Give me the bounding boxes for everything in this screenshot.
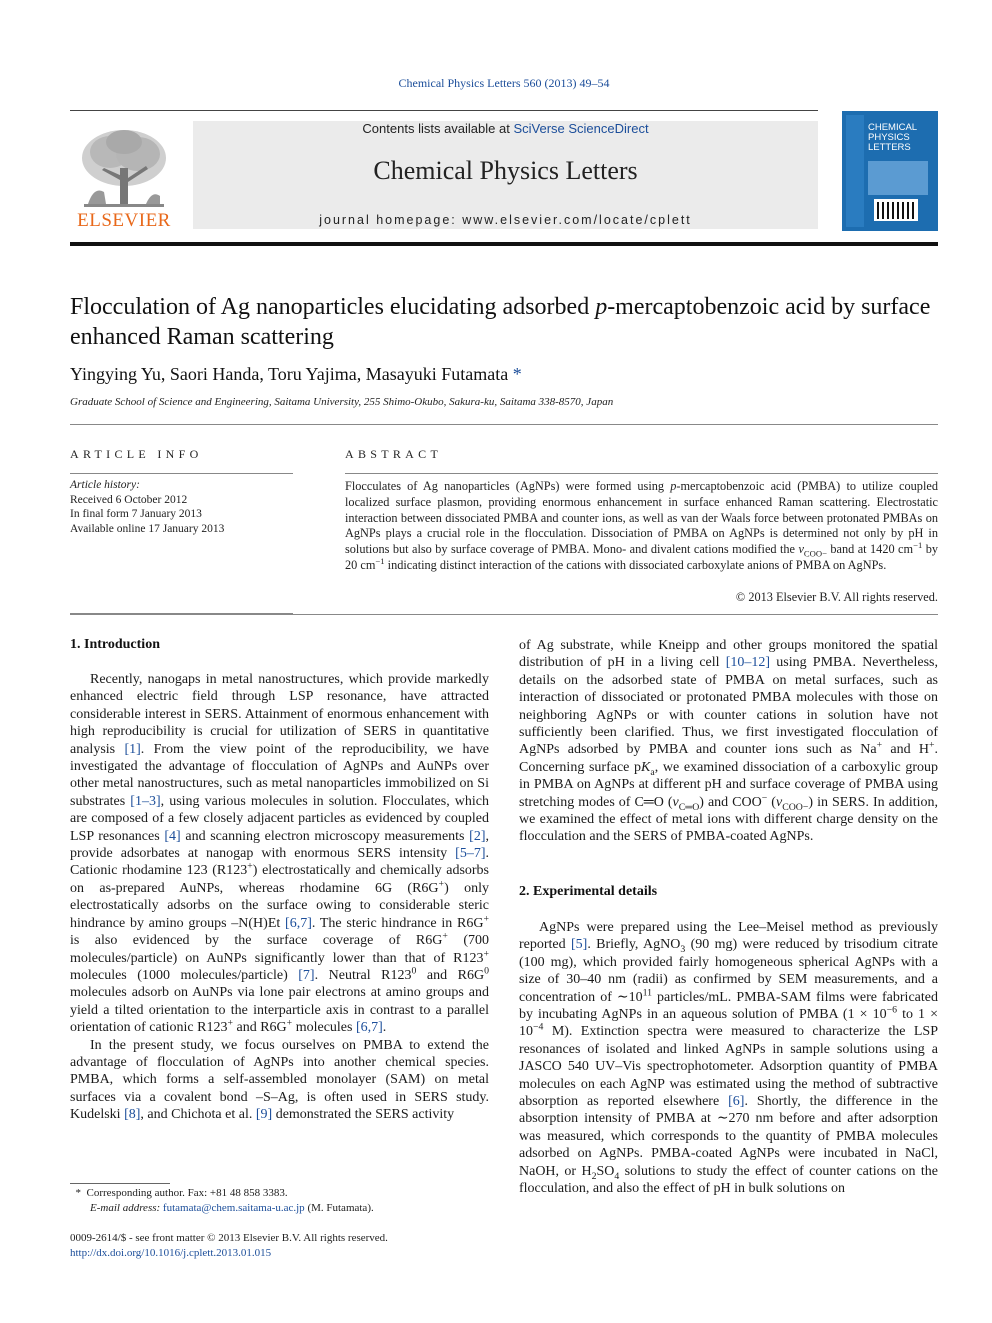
citation-link[interactable]: [9] [255, 1107, 273, 1123]
homepage-line [193, 213, 818, 227]
sciencedirect-link[interactable]: SciVerse ScienceDirect [513, 121, 649, 136]
cover-title-line: PHYSICS [868, 132, 910, 143]
abstract-heading: ABSTRACT [345, 447, 443, 461]
contents-prefix: Contents lists available at [362, 121, 514, 136]
body-column-left [70, 671, 489, 1124]
citation-link[interactable]: [8] [124, 1107, 141, 1123]
title-text: -mercaptobenzoic acid by surface enhanced Raman scattering [70, 294, 931, 350]
bottom-info [70, 1231, 388, 1260]
article-info-heading: ARTICLE INFO [70, 447, 203, 461]
homepage-prefix: journal homepage: [319, 213, 463, 227]
title-italic: p [595, 294, 608, 320]
journal-reference[interactable]: Chemical Physics Letters 560 (2013) 49–54 [398, 76, 610, 90]
citation-link[interactable]: [10–12] [725, 655, 771, 671]
body-column-right [519, 637, 938, 846]
cover-strip [846, 115, 864, 227]
citation-link[interactable]: [6,7] [355, 1020, 383, 1036]
paragraph: Recently, nanogaps in metal nanostructures, which provide markedly enhanced electric field through LSP resonance, have attracted considerable interest in SERS. Attainment of enormous enhancement with high reproducibility is crucial for utilization of SERS in quantitative analysis [1]. From the view point of the reproducibility, we have investigated the advantage of flocculation of AgNPs and AuNPs over other metal nanostructures, such as metal nanoparticles immobilized on Si substrates [1–3], using various molecules in solution. Flocculates, which are composed of a few closely adjacent particles as evidenced by coupled LSP resonances [4] and scanning electron microscopy measurements [2], provide adsorbates at nanogap with enormous SERS intensity [5–7]. Cationic rhodamine 123 (R123+) electrostatically and chemically adsorbs on as-prepared AuNPs, whereas rhodamine 6G (R6G+) only electrostatically adsorbs on the surface owing to considerable steric hindrance by amino groups –N(H)Et [6,7]. The steric hindrance in R6G+ is also evidenced by the surface coverage of R6G+ (700 molecules/particle) on AuNPs significantly lower than that of R123+ molecules (1000 molecules/particle) [7]. Neutral $R123^0$ and $R6G^0$ molecules adsorb on AuNPs via lone pair electrons at amino groups and yield a tilted orientation to the interparticle axis in contrast to a parallel orientation of cationic R123+ and R6G+ molecules [6,7]. [70, 672, 490, 1036]
paragraph: In the present study, we focus ourselves on PMBA to extend the advantage of flocculation of AgNPs into another chemical species. PMBA, which forms a self-assembled monolayer (SAM) on metal surfaces via a covalent bond –S–Ag, is often used in SERS study. Kudelski [8], and Chichota et al. [9] demonstrated the SERS activity [70, 1037, 489, 1123]
copyright: © 2013 Elsevier B.V. All rights reserved. [735, 590, 938, 604]
citation-link[interactable]: [7] [298, 967, 315, 983]
citation-link[interactable]: [1] [124, 741, 141, 757]
journal-cover[interactable] [842, 111, 938, 231]
online-date: Available online 17 January 2013 [70, 522, 225, 535]
header-thick-rule [70, 242, 938, 246]
author-list: Yingying Yu, Saori Handa, Toru Yajima, Masayuki Futamata [70, 364, 509, 384]
footnote [70, 1186, 374, 1216]
article-history [70, 478, 224, 536]
elsevier-logo [70, 120, 178, 232]
divider [70, 473, 293, 474]
corresponding-note: * Corresponding author. Fax: +81 48 858 3383. [75, 1187, 288, 1199]
experimental-body [519, 919, 938, 1198]
abstract-text: Flocculates of Ag nanoparticles (AgNPs) were formed using p-mercaptobenzoic acid (PMBA) to utilize coupled localized surface plasmon, providing enormous enhancement in surface enhanced Raman scattering. Electrostatic interaction between dissociated PMBA and counter ions, as well as van der Waals force between protonated PMBAs on AgNPs plays a crucial role in the flocculation. Dissociation of PMBA on AgNPs is determined not only by pH in solutions but also by surface coverage of PMBA. Mono- and divalent cations modified the $\nu_{COO-}$ band at 1420 $cm^{-1}$ by 20 $cm^{-1}$ indicating distinct interaction of the cations with dissociated carboxylate anions of PMBA on AgNPs. [345, 479, 938, 572]
history-label: Article history: [70, 479, 140, 491]
issn-line: 0009-2614/$ - see front matter © 2013 Elsevier B.V. All rights reserved. [70, 1232, 388, 1244]
journal-name: Chemical Physics Letters [373, 156, 638, 185]
title-text: Flocculation of Ag nanoparticles elucidating adsorbed [70, 294, 596, 320]
cover-title-line: CHEMICAL [868, 122, 918, 133]
footnote-rule [70, 1183, 170, 1184]
divider [70, 614, 938, 615]
citation-link[interactable]: [6] [728, 1094, 745, 1110]
elsevier-wordmark: ELSEVIER [77, 210, 171, 231]
article-title [70, 292, 950, 352]
citation-link[interactable]: [6,7] [285, 915, 312, 931]
paragraph: of Ag substrate, while Kneipp and other groups monitored the spatial distribution of pH in a living cell [10–12] using PMBA. Nevertheless, details on the adsorbed state of PMBA on metal surfaces, such as interaction of dissociated or protonated PMBA molecules with those on neighboring AgNPs or with counter cations in solution have not sufficiently been clarified. Thus, we first investigated flocculation of AgNPs adsorbed by PMBA and counter ions such as Na+ and H+. Concerning surface $pK_a$, we examined dissociation of a carboxylic group in PMBA on AgNPs at different pH and surface coverage of PMBA using stretching modes of C═O $(\nu_{C═O})$ and COO− $(\nu_{COO-})$ in SERS. In addition, we examined the effect of metal ions with different charge density on the flocculation and the SERS of PMBA-coated AgNPs. [519, 638, 939, 845]
cover-title-line: LETTERS [868, 142, 911, 153]
email-note: E-mail address: futamata@chem.saitama-u.ac.jp (M. Futamata). [90, 1202, 374, 1214]
citation-link[interactable]: [5] [571, 937, 588, 953]
contents-line [193, 121, 818, 136]
authors [70, 364, 522, 385]
citation-link[interactable]: [1–3] [130, 793, 161, 809]
divider [70, 424, 938, 425]
homepage-link[interactable]: www.elsevier.com/locate/cplett [462, 213, 692, 227]
doi-link[interactable]: http://dx.doi.org/10.1016/j.cplett.2013.01.015 [70, 1246, 272, 1259]
cover-spectrum-icon [874, 199, 918, 221]
received-date: Received 6 October 2012 [70, 493, 188, 506]
corresponding-author-mark[interactable]: * [512, 364, 522, 384]
header-rule [70, 110, 818, 111]
citation-link[interactable]: [2] [469, 828, 486, 844]
citation-link[interactable]: [4] [164, 828, 181, 844]
citation-link[interactable]: [5–7] [455, 846, 486, 862]
paragraph: AgNPs were prepared using the Lee–Meisel method as previously reported [5]. Briefly, AgNO$_3$ (90 mg) were reduced by trisodium citrate (100 mg), which provided fairly homogeneous spherical AgNPs with a size of 30–40 nm (radii) as confirmed by SEM measurements, and a concentration of $\sim 10^{11}$ particles/mL. PMBA-SAM films were fabricated by incubating AgNPs in an aqueous solution of PMBA ($1 \times 10^{-6}$ to $1 \times 10^{-4}$ M). Extinction spectra were measured to characterize the LSP resonances of isolated and linked AgNPs in sample solutions using a JASCO 540 UV–Vis spectrophotometer. Adsorption quantity of PMBA molecules on each AgNP was estimated using the method of subtractive absorption as reported elsewhere [6]. Shortly, the difference in the absorption intensity of PMBA at ∼270 nm before and after adsorption was measured, which corresponds to the quantity of PMBA molecules adsorbed on AgNPs. PMBA-coated AgNPs were incubated in NaCl, NaOH, or $H_2SO_4$ solutions to study the effect of counter cations on the flocculation, and also the effect of pH in bulk solutions on [519, 920, 938, 1197]
revised-date: In final form 7 January 2013 [70, 508, 202, 521]
divider [345, 473, 938, 474]
email-link[interactable]: futamata@chem.saitama-u.ac.jp [162, 1202, 305, 1214]
section-title-introduction: 1. Introduction [70, 637, 160, 652]
affiliation: Graduate School of Science and Engineering, Saitama University, 255 Shimo-Okubo, Sakura-ku, Saitama 338-8570, Japan [70, 396, 614, 408]
cover-figure [868, 161, 928, 195]
section-title-experimental: 2. Experimental details [519, 884, 658, 899]
